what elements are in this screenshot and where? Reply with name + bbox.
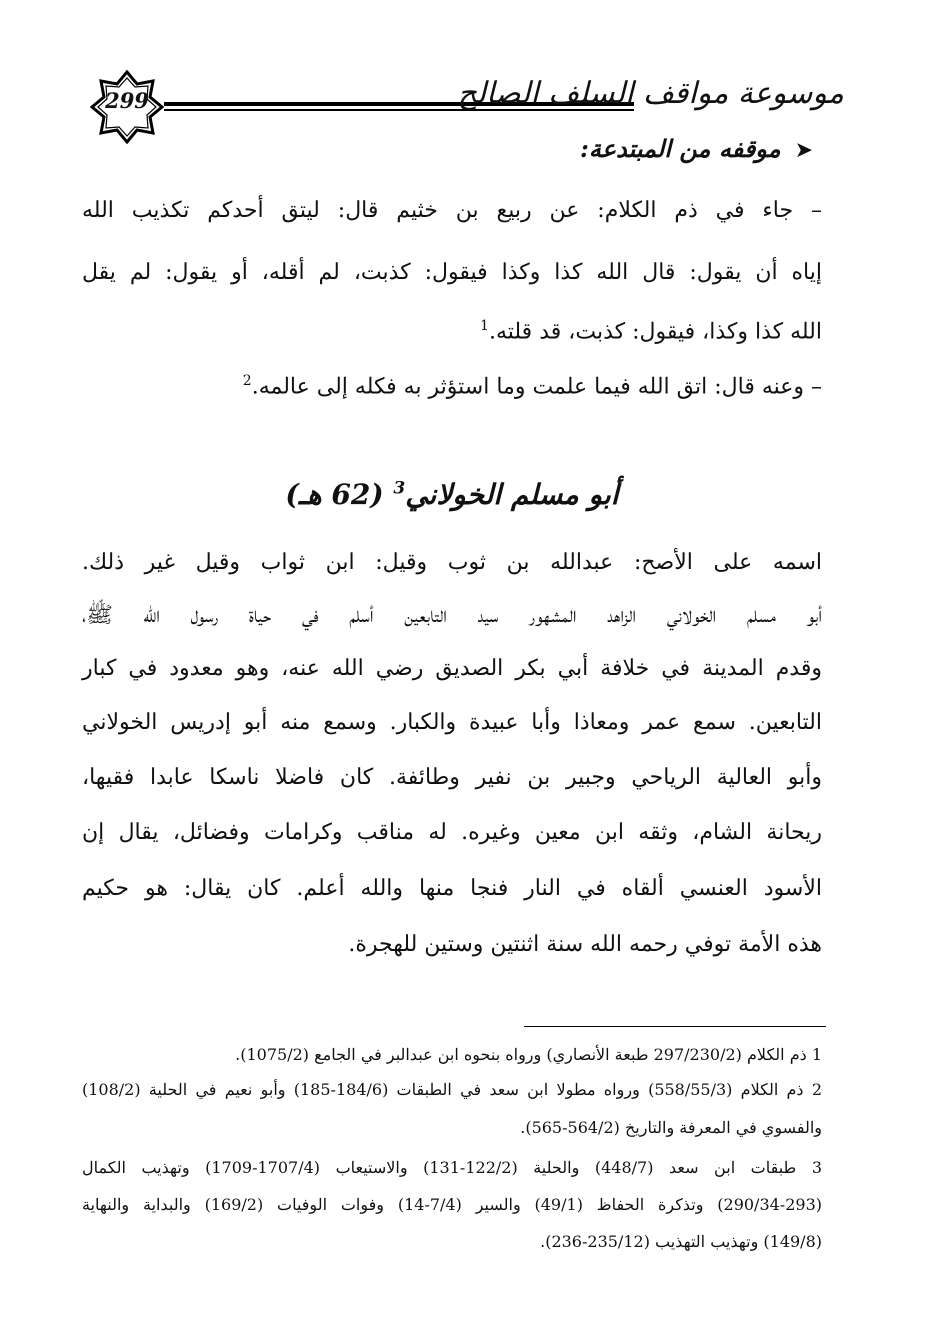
biography-line: وأبو العالية الرياحي وجبير بن نفير وطائفة. كان فاضلا ناسكا عابدا فقيها،	[82, 765, 822, 790]
biography-line: التابعين. سمع عمر ومعاذا وأبا عبيدة والكبار. وسمع منه أبو إدريس الخولاني	[82, 710, 822, 735]
biography-line: وقدم المدينة في خلافة أبي بكر الصديق رضي الله عنه، وهو معدود في كبار	[82, 656, 822, 681]
arrow-bullet-icon: ➤	[794, 138, 813, 163]
section-line-text: الله كذا وكذا، فيقول: كذبت، قد قلته.	[488, 319, 822, 345]
biography-line: الأسود العنسي ألقاه في النار فنجا منها والله أعلم. كان يقال: هو حكيم	[82, 876, 822, 901]
section-line: – جاء في ذم الكلام: عن ربيع بن خثيم قال: ليتق أحدكم تكذيب الله	[82, 198, 822, 223]
section-heading-text: موقفه من المبتدعة:	[580, 134, 781, 163]
biography-date: (62 هـ)	[285, 478, 384, 511]
page-number: 299	[105, 88, 149, 113]
footnote: (149/8) وتهذيب التهذيب (235/12-236).	[540, 1232, 822, 1251]
footnote-ref: 1	[480, 318, 489, 334]
biography-line: اسمه على الأصح: عبدالله بن ثوب وقيل: ابن ثواب وقيل غير ذلك.	[82, 550, 822, 575]
footnote-ref: 3	[393, 478, 406, 499]
footnote-divider	[524, 1026, 826, 1027]
biography-line: أبو مسلم الخولاني الزاهد المشهور سيد التابعين أسلم في حياة رسول الله ﷺ،	[82, 603, 822, 628]
page-number-badge	[90, 70, 164, 144]
biography-line: هذه الأمة توفي رحمه الله سنة اثنتين وستين للهجرة.	[348, 932, 822, 957]
section-line-text: – وعنه قال: اتق الله فيما علمت وما استؤثر به فكله إلى عالمه.	[251, 374, 822, 400]
footnote: 1 ذم الكلام (297/230/2 طبعة الأنصاري) ورواه بنحوه ابن عبدالبر في الجامع (1075/2).	[235, 1045, 822, 1064]
section-line: إياه أن يقول: قال الله كذا وكذا فيقول: كذبت، لم أقله، أو يقول: لم يقل	[82, 260, 822, 285]
biography-line: ريحانة الشام، وثقه ابن معين وغيره. له مناقب وكرامات وفضائل، يقال إن	[82, 820, 822, 845]
section-line	[82, 373, 822, 399]
series-title: موسوعة مواقف السلف الصالح	[457, 76, 844, 111]
section-line	[82, 318, 822, 344]
biography-title	[82, 478, 822, 511]
biography-name: أبو مسلم الخولاني	[405, 478, 619, 511]
footnote: (290/34-293) وتذكرة الحفاظ (49/1) والسير (7/4-14) وفوات الوفيات (169/2) والبداية والنهاية	[82, 1195, 822, 1214]
footnote: والفسوي في المعرفة والتاريخ (564/2-565).	[520, 1118, 822, 1137]
footnote-ref: 2	[242, 373, 252, 389]
section-heading	[253, 134, 813, 163]
footnote: 3 طبقات ابن سعد (448/7) والحلية (122/2-131) والاستيعاب (1707/4-1709) وتهذيب الكمال	[82, 1158, 823, 1177]
footnote: 2 ذم الكلام (558/55/3) ورواه مطولا ابن سعد في الطبقات (184/6-185) وأبو نعيم في الحلية (108/2)	[82, 1080, 823, 1099]
